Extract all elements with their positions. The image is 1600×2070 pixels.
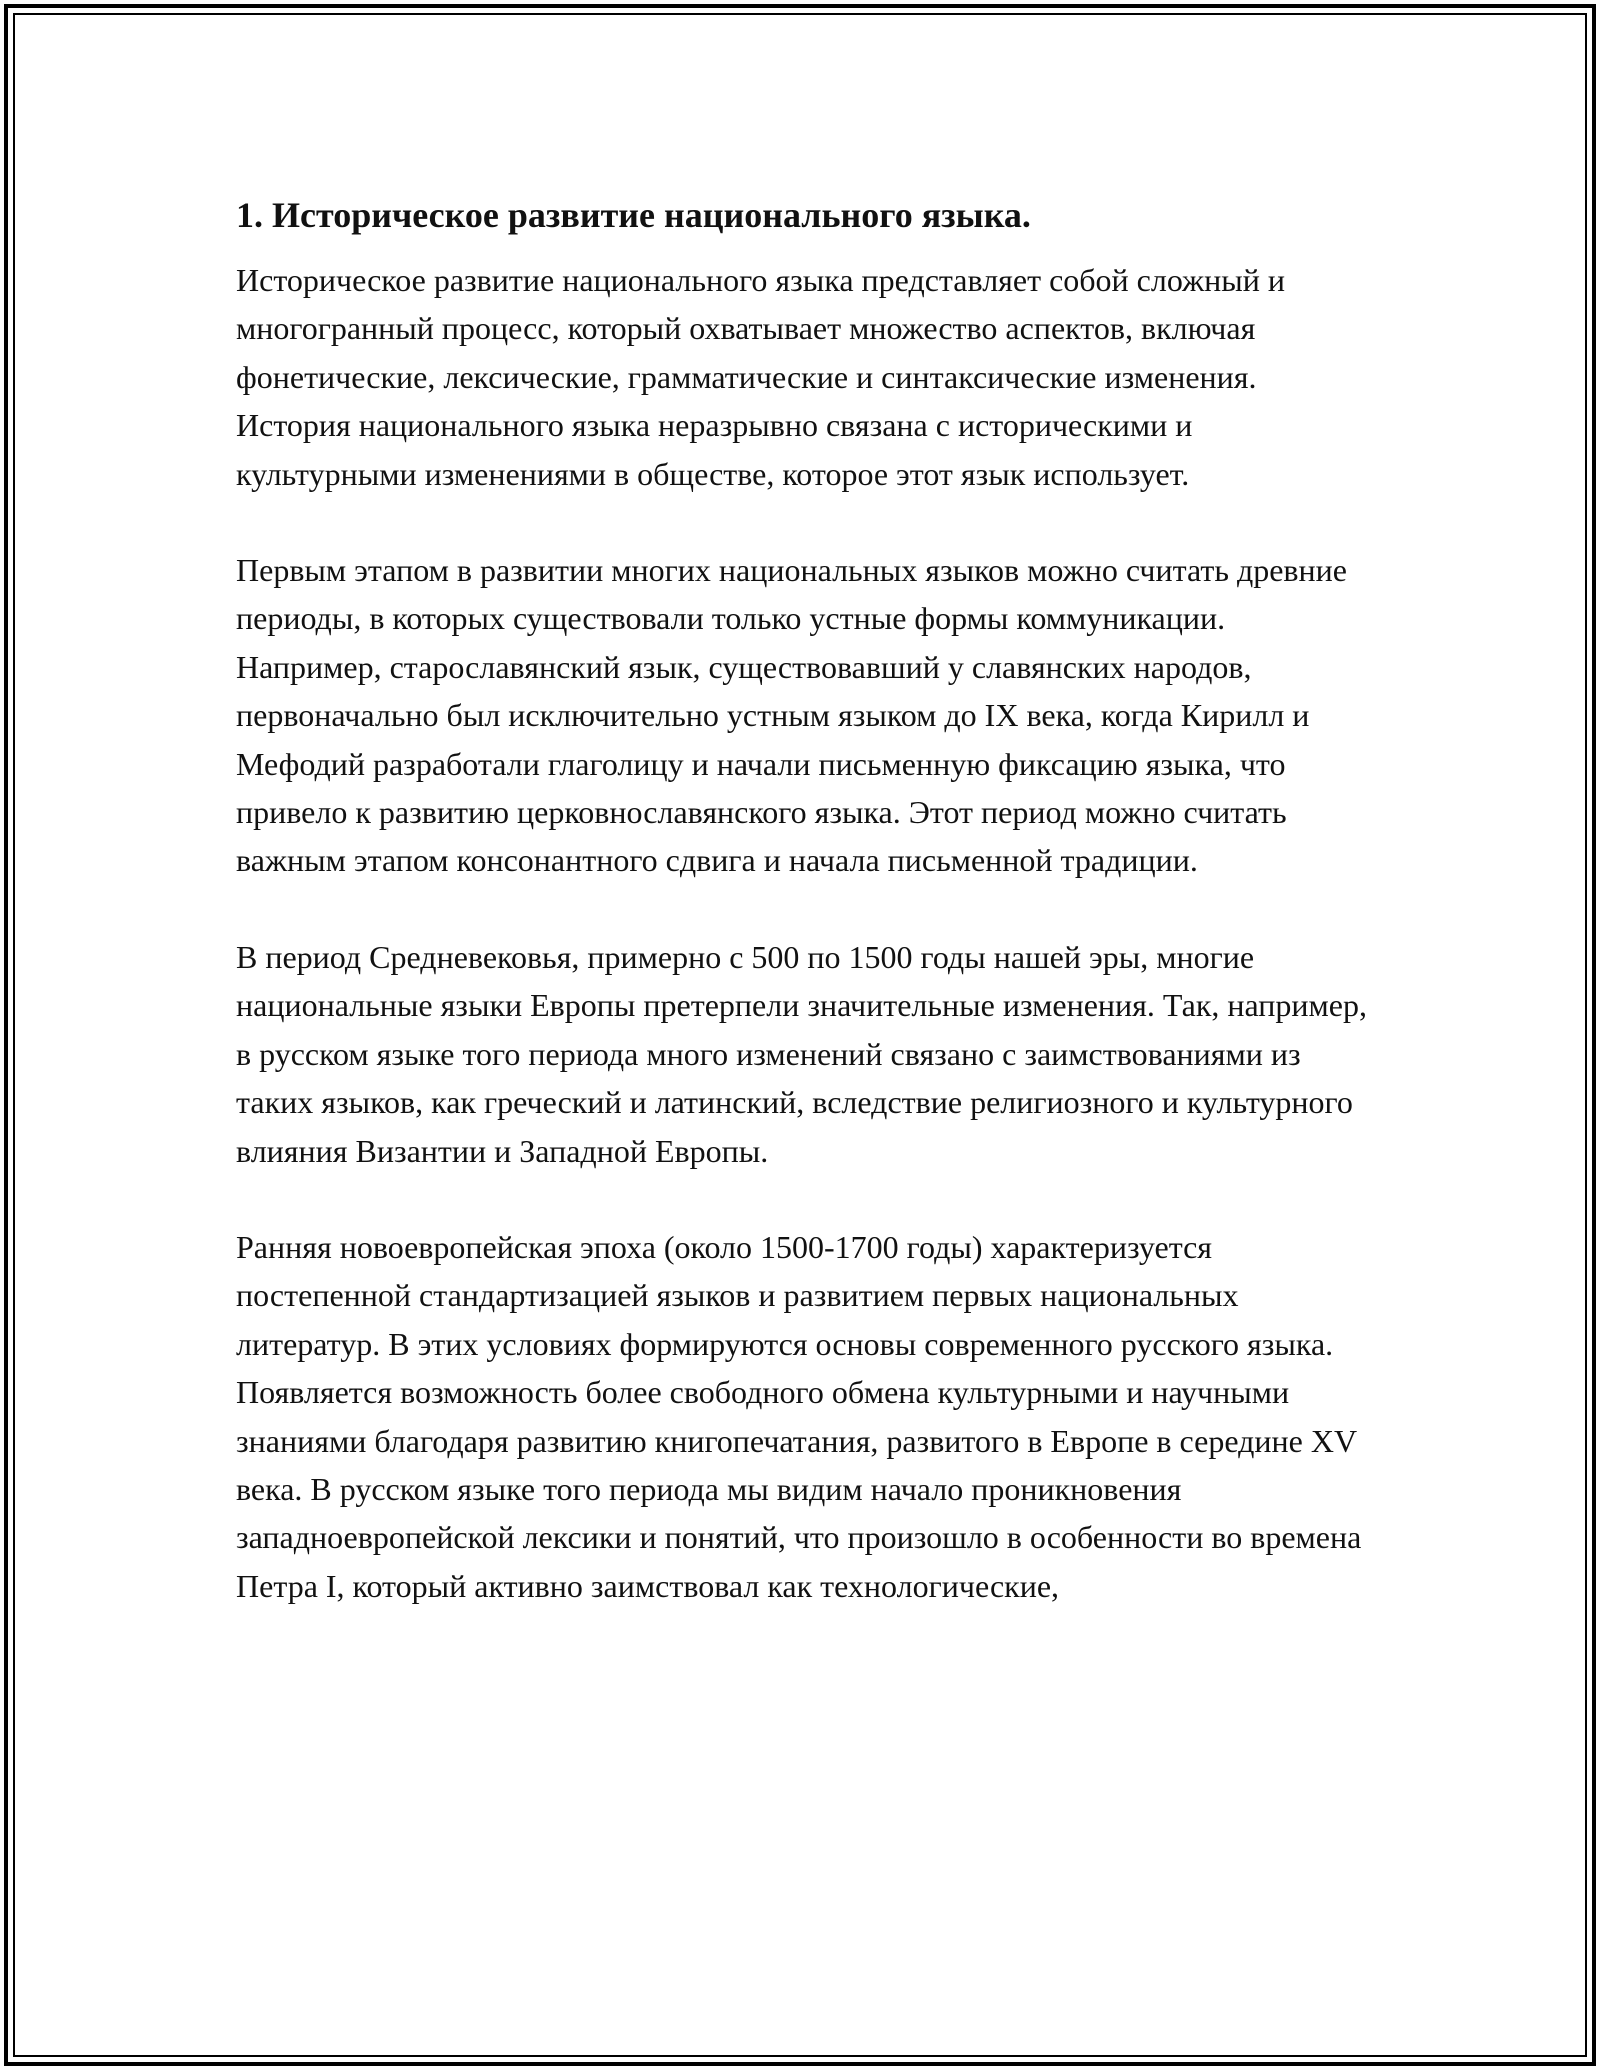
paragraph-1: Историческое развитие национального языка представляет собой сложный и многогранный процесс, который охватывает множество аспектов, включая фонетические, лексические, грамматические и синтаксические изменения. История национального языка неразрывно связана с историческими и культурными изменениями в обществе, которое этот язык использует.: [236, 262, 1286, 492]
document-body: [236, 186, 1376, 1610]
paragraph-2: Первым этапом в развитии многих национальных языков можно считать древние периоды, в которых существовали только устные формы коммуникации. Например, старославянский язык, существовавший у славянских народов, первоначально был исключительно устным языком до IX века, когда Кирилл и Мефодий разработали глаголицу и начали письменную фиксацию языка, что привело к развитию церковнославянского языка. Этот период можно считать важным этапом консонантного сдвига и начала письменной традиции.: [236, 552, 1347, 879]
section-heading: 1. Историческое развитие национального языка.: [236, 195, 1031, 235]
paragraph-3: В период Средневековья, примерно с 500 по 1500 годы нашей эры, многие национальные языки Европы претерпели значительные изменения. Так, например, в русском языке того периода много изменений связано с заимствованиями из таких языков, как греческий и латинский, вследствие религиозного и культурного влияния Византии и Западной Европы.: [236, 938, 1367, 1169]
paragraph-4: Ранняя новоевропейская эпоха (около 1500-1700 годы) характеризуется постепенной стандартизацией языков и развитием первых национальных литератур. В этих условиях формируются основы современного русского языка. Появляется возможность более свободного обмена культурными и научными знаниями благодаря развитию книгопечатания, развитого в Европе в середине XV века. В русском языке того периода мы видим начало проникновения западноевропейской лексики и понятий, что произошло в особенности во времена Петра I, который активно заимствовал как технологические,: [236, 1228, 1362, 1604]
